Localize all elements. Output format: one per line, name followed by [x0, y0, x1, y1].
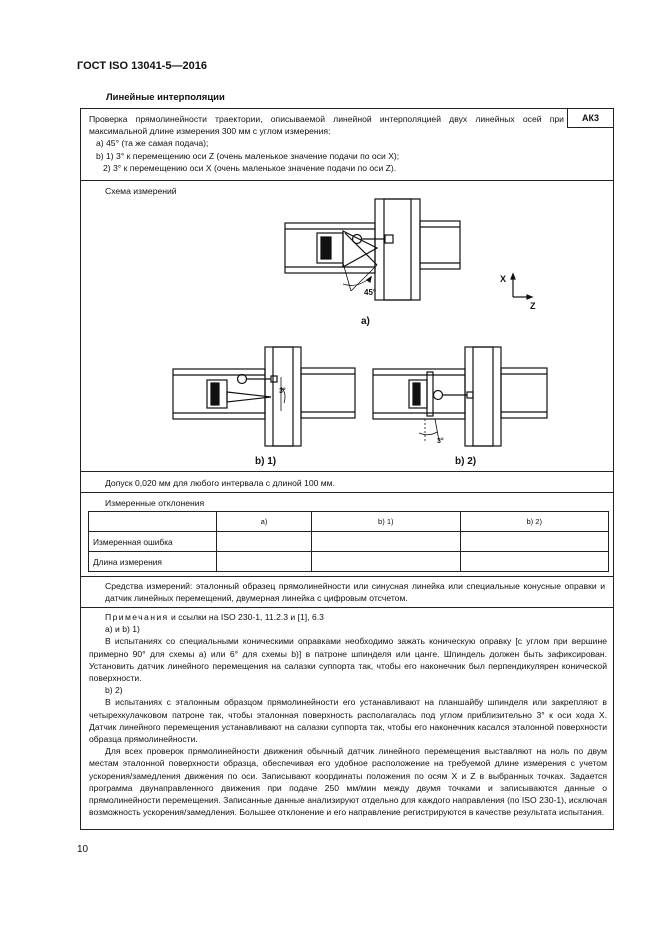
row-label: Измеренная ошибка: [89, 532, 217, 552]
measurement-scheme-row: [81, 181, 613, 472]
table-cell[interactable]: [312, 532, 460, 552]
straightedge-b2: [427, 372, 433, 416]
table-row: [89, 532, 609, 552]
test-code: АК3: [567, 109, 613, 128]
description-text: Проверка прямолинейности траектории, описываемой линейной интерполяцией двух линейных осей при максимальной длине измерения 300 мм с углом измерения:: [89, 114, 564, 137]
notes-paragraph-2: В испытаниях с эталонным образцом прямолинейности его устанавливают на планшайбу шпинделя или закрепляют в четырехкулачковом патроне так, чтобы эталонная поверхность располагалась под углом приблизительно 3° к оси хода X. Датчик линейного перемещения устанавливают на салазки суппорта так, чтобы его наконечник касался эталонной поверхности образца прямолинейности.: [89, 697, 607, 745]
measured-deviations-row: [81, 493, 613, 577]
column-header: a): [217, 512, 312, 532]
table-cell[interactable]: [460, 532, 608, 552]
figure-b2-label: b) 2): [455, 456, 477, 467]
section-title: Линейные интерполяции: [106, 92, 225, 103]
angle-3-label-b1: 3°: [279, 388, 286, 395]
measurement-scheme-diagram: [81, 181, 613, 472]
test-sheet: [80, 108, 614, 830]
test-description: [89, 113, 564, 174]
table-cell[interactable]: [217, 532, 312, 552]
notes-block: [89, 611, 607, 818]
notes-subheading-b2: b) 2): [105, 685, 123, 696]
test-description-row: [81, 109, 613, 181]
angle-3-label-b2: 3°: [437, 438, 444, 445]
axis-x-label: X: [500, 274, 507, 284]
conical-mandrel-b1: [227, 392, 271, 402]
notes-paragraph-3: Для всех проверок прямолинейности движения обычный датчик линейного перемещения выставляют на ноль по двум местам эталонной поверхности образца, обеспечивая его удобное расположение на требуемой длине измерения с учетом ускорения/замедления движения по оси. Записывают координаты положения по осям X и Z в выбранных точках. Задается программа двунаправленного движения при подаче 250 мм/мин между двумя точками и записываются данные о прямолинейности перемещения. Записанные данные анализируют отдельно для каждого направления (по ISO 230-1), исключая возможность ускорения/замедления. Большее отклонение и его направление регистрируются в качестве результата испытания.: [89, 746, 607, 818]
item-a: a) 45° (та же самая подача);: [96, 138, 209, 149]
figure-b1: [173, 347, 355, 446]
figure-b1-label: b) 1): [255, 456, 277, 467]
column-header: b) 2): [460, 512, 608, 532]
figure-b2: [373, 347, 547, 446]
angle-45-label: 45°: [364, 288, 377, 297]
axes-icon: [511, 274, 532, 299]
notes-paragraph-1: В испытаниях со специальными коническими оправками необходимо зажать коническую оправку [с углом при вершине примерно 90° для схемы а) или 6° для схемы b)] в патроне шпинделя или цанге. Шпиндель должен быть зафиксирован. Установить датчик линейного перемещения на салазки суппорта так, чтобы его наконечник был перпендикулярен конической поверхности.: [89, 636, 607, 684]
carriage-block-b2: [465, 347, 501, 446]
measured-title: Измеренные отклонения: [105, 498, 205, 508]
carriage-block-a: [375, 199, 420, 300]
notes-heading: Примечания: [105, 612, 169, 622]
notes-subheading-ab1: а) и b) 1): [105, 624, 140, 635]
measured-table: [88, 511, 609, 572]
axis-z-label: Z: [530, 301, 536, 311]
instruments-text: Средства измерений: эталонный образец прямолинейности или синусная линейка или специальные конусные оправки и датчик линейных перемещений, двумерная линейка с цифровым отсчетом.: [105, 581, 605, 604]
table-row: [89, 552, 609, 572]
item-b1: b) 1) 3° к перемещению оси Z (очень маленькое значение подачи по оси X);: [96, 150, 400, 161]
gauge-dial-b1: [238, 375, 247, 384]
table-cell[interactable]: [217, 552, 312, 572]
scheme-title: Схема измерений: [105, 186, 177, 196]
tolerance-row: [81, 472, 613, 493]
tolerance-text: Допуск 0,020 мм для любого интервала с длиной 100 мм.: [105, 478, 335, 488]
instruments-row: [81, 577, 613, 608]
row-label: Длина измерения: [89, 552, 217, 572]
gauge-dial-b2: [434, 391, 443, 400]
figure-a-label: a): [361, 316, 370, 327]
table-cell[interactable]: [312, 552, 460, 572]
table-cell[interactable]: [460, 552, 608, 572]
standard-title: ГОСТ ISO 13041-5—2016: [77, 60, 207, 72]
column-header: b) 1): [312, 512, 460, 532]
table-header-row: [89, 512, 609, 532]
notes-references: и ссылки на ISO 230-1, 11.2.3 и [1], 6.3: [168, 612, 324, 622]
figure-a: [285, 199, 460, 300]
notes-row: [81, 608, 613, 829]
page-number: 10: [77, 844, 89, 855]
item-b2: 2) 3° к перемещению оси X (очень маленькое значение подачи по оси Z).: [103, 162, 397, 173]
notes-heading-line: [89, 611, 607, 623]
